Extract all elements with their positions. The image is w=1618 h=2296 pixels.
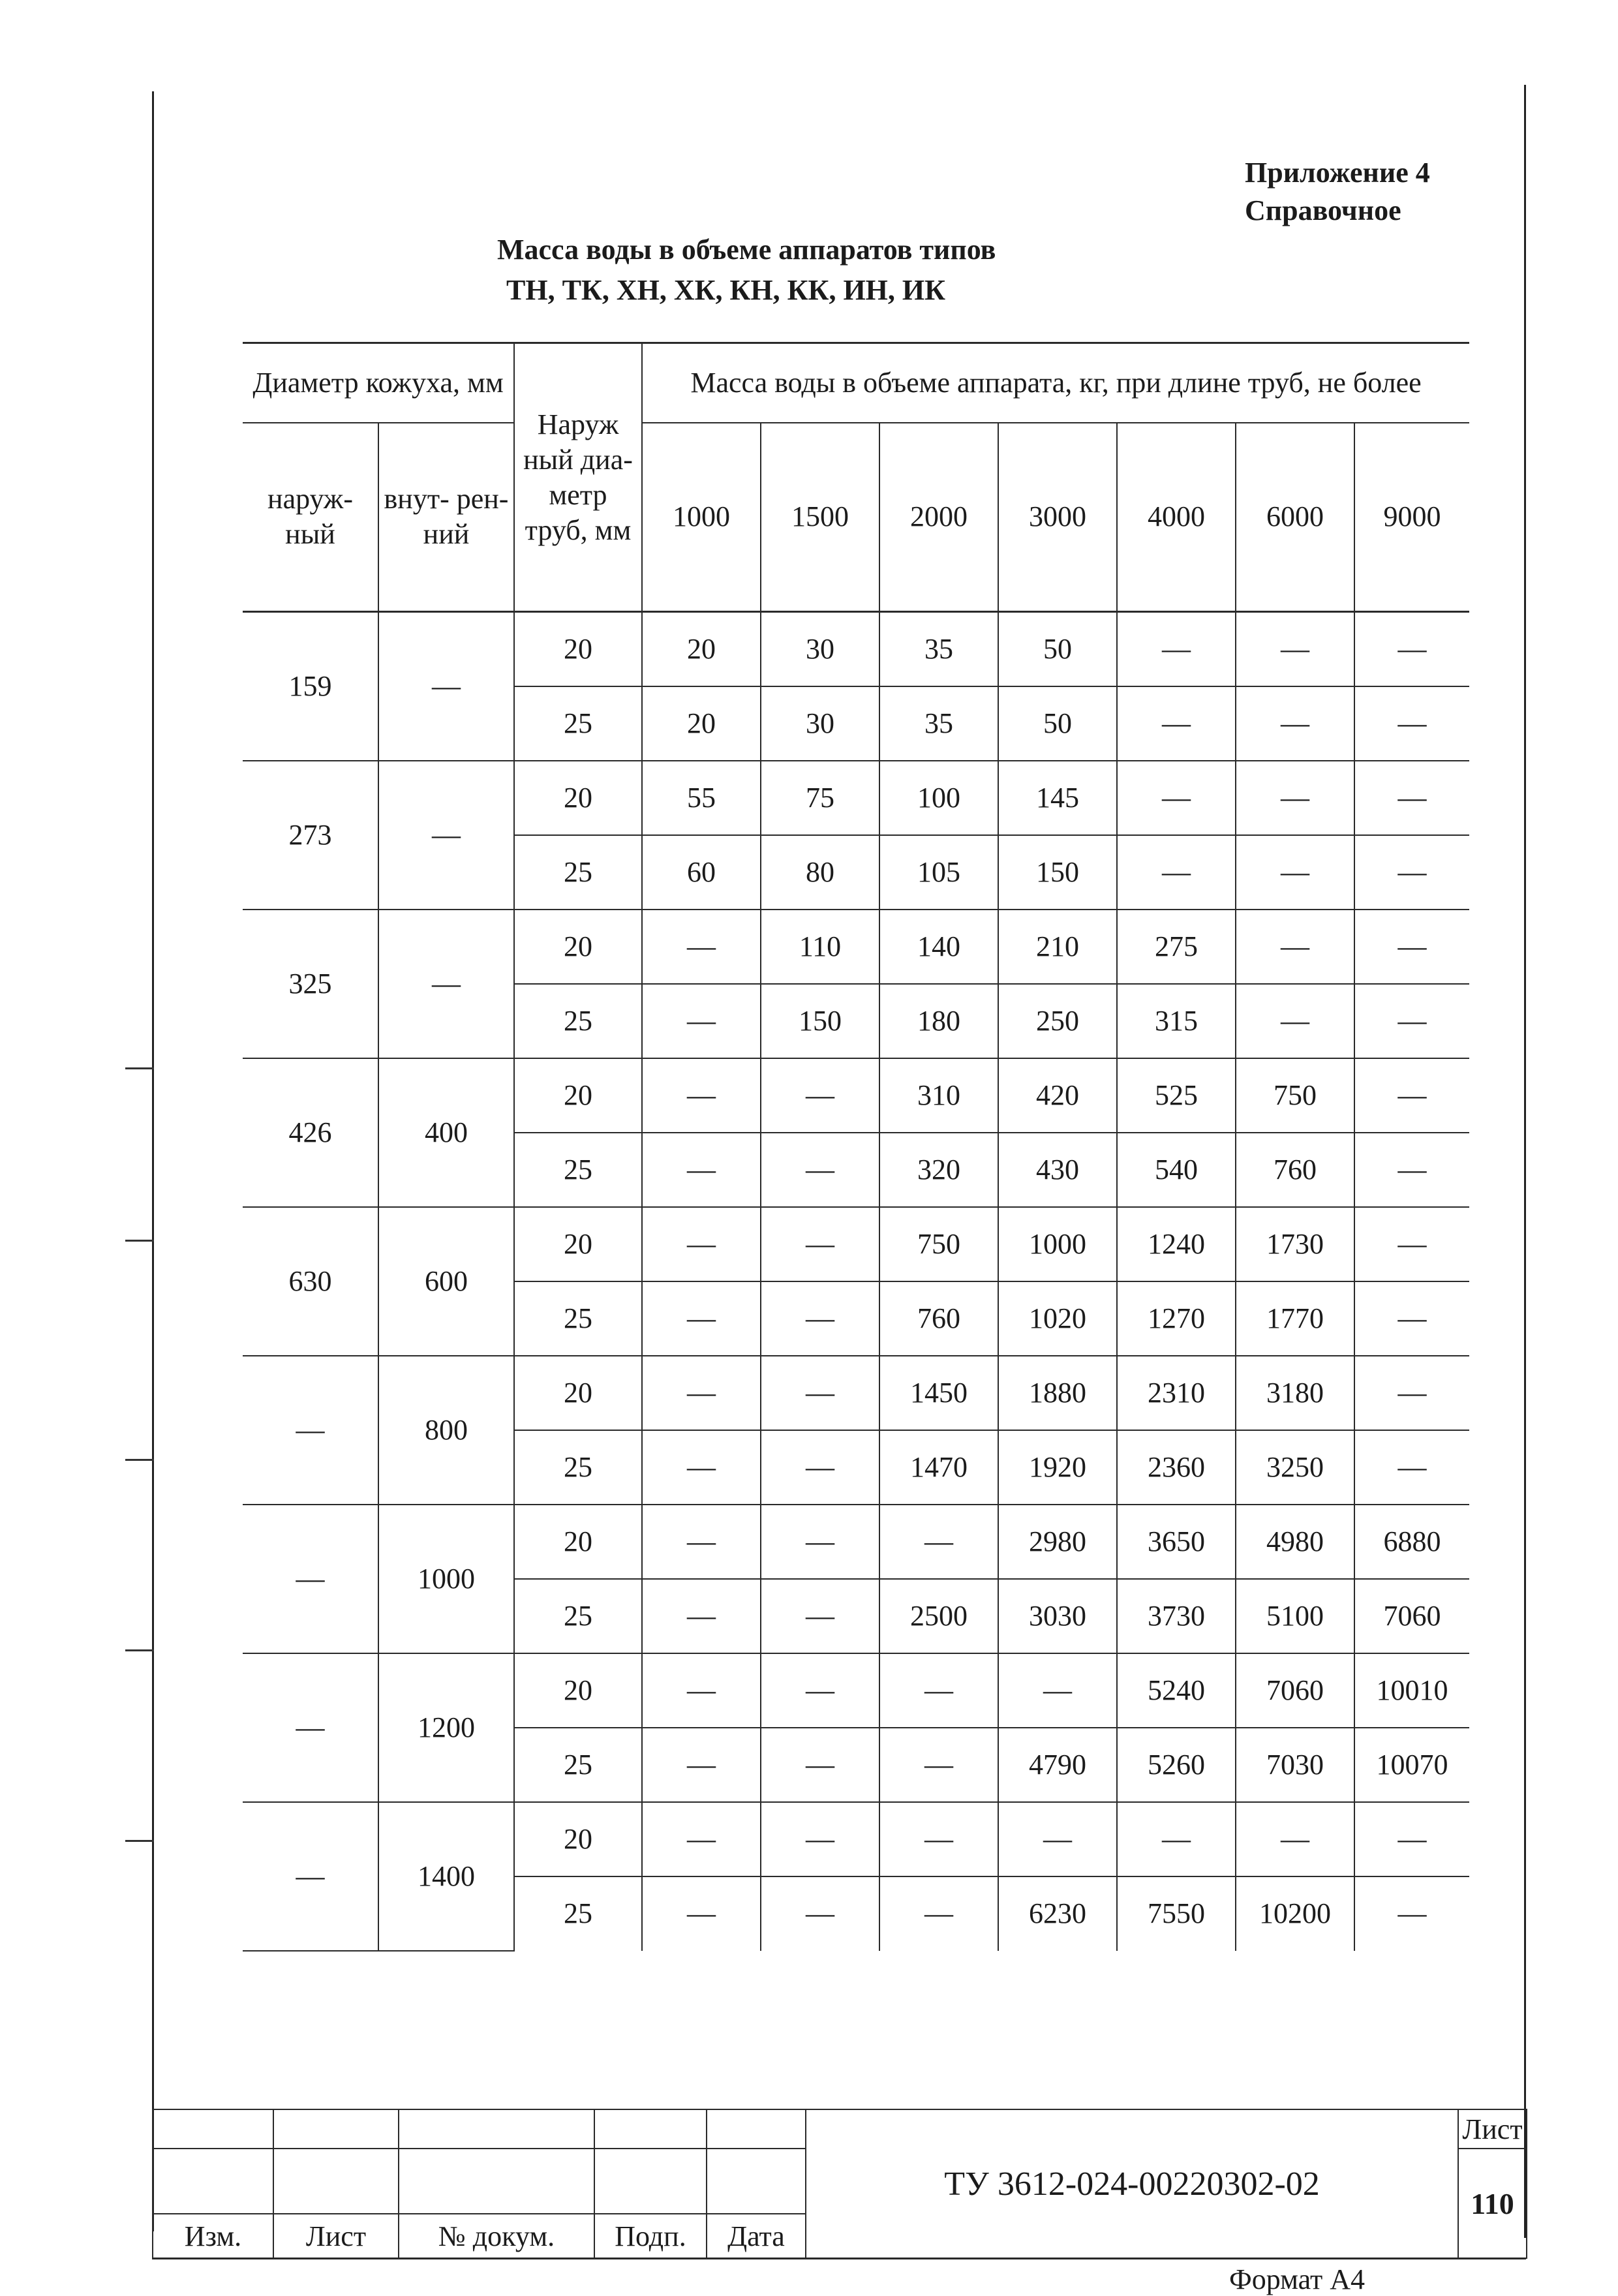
water-mass-value: 750 xyxy=(1236,1058,1354,1133)
water-mass-value: — xyxy=(1236,761,1354,835)
appendix-type: Справочное xyxy=(1245,194,1401,226)
shell-inner-diameter: — xyxy=(378,761,514,910)
tube-outer-diameter: 25 xyxy=(514,1430,642,1505)
water-mass-value: — xyxy=(761,1653,879,1728)
header-tube-length: 6000 xyxy=(1236,423,1354,612)
binding-edge-mark xyxy=(125,1240,154,1242)
water-mass-value: 10200 xyxy=(1236,1876,1354,1951)
table-row xyxy=(243,1802,1469,1876)
water-mass-value: — xyxy=(761,1505,879,1579)
stamp-cell xyxy=(273,2109,399,2149)
water-mass-value: 180 xyxy=(879,984,998,1058)
water-mass-value: — xyxy=(1117,761,1236,835)
water-mass-value: 10070 xyxy=(1354,1728,1469,1802)
water-mass-value: — xyxy=(1117,686,1236,761)
shell-outer-diameter: 273 xyxy=(243,761,378,910)
title-line-1: Масса воды в объеме аппаратов типов xyxy=(497,234,996,266)
water-mass-value: 540 xyxy=(1117,1133,1236,1207)
shell-inner-diameter: 1000 xyxy=(378,1505,514,1653)
water-mass-value: — xyxy=(1354,1133,1469,1207)
header-tube-length: 2000 xyxy=(879,423,998,612)
tube-outer-diameter: 20 xyxy=(514,761,642,835)
water-mass-value: 7060 xyxy=(1354,1579,1469,1653)
water-mass-value: — xyxy=(1354,761,1469,835)
paper-format: Формат А4 xyxy=(1229,2263,1366,2295)
stamp-izm: Изм. xyxy=(153,2214,273,2258)
water-mass-value: 5100 xyxy=(1236,1579,1354,1653)
header-tube-length: 9000 xyxy=(1354,423,1469,612)
water-mass-value: 210 xyxy=(998,910,1117,984)
water-mass-value: 3650 xyxy=(1117,1505,1236,1579)
water-mass-value: 7550 xyxy=(1117,1876,1236,1951)
water-mass-value: — xyxy=(642,1876,761,1951)
water-mass-value: — xyxy=(642,1579,761,1653)
table-row xyxy=(243,761,1469,835)
water-mass-value: — xyxy=(1354,1058,1469,1133)
water-mass-value: — xyxy=(1236,612,1354,686)
water-mass-value: — xyxy=(761,1281,879,1356)
water-mass-value: 2360 xyxy=(1117,1430,1236,1505)
header-tube-length: 3000 xyxy=(998,423,1117,612)
tube-outer-diameter: 25 xyxy=(514,1281,642,1356)
water-mass-value: — xyxy=(879,1505,998,1579)
title-line-2: ТН, ТК, ХН, ХК, КН, КК, ИН, ИК xyxy=(506,274,946,306)
water-mass-table xyxy=(243,342,1469,1952)
water-mass-value: 1000 xyxy=(998,1207,1117,1281)
document-code: ТУ 3612-024-00220302-02 xyxy=(806,2109,1458,2258)
header-shell-diameter: Диаметр кожуха, мм xyxy=(243,343,514,423)
water-mass-value: 4980 xyxy=(1236,1505,1354,1579)
stamp-cell xyxy=(707,2109,806,2149)
shell-inner-diameter: 400 xyxy=(378,1058,514,1207)
water-mass-value: 110 xyxy=(761,910,879,984)
water-mass-value: 3180 xyxy=(1236,1356,1354,1430)
binding-edge-mark xyxy=(125,1649,154,1651)
water-mass-value: — xyxy=(998,1653,1117,1728)
shell-inner-diameter: 600 xyxy=(378,1207,514,1356)
table-row xyxy=(243,1653,1469,1728)
water-mass-value: 760 xyxy=(1236,1133,1354,1207)
stamp-cell xyxy=(399,2149,594,2214)
tube-outer-diameter: 20 xyxy=(514,1802,642,1876)
tube-outer-diameter: 25 xyxy=(514,1728,642,1802)
water-mass-value: — xyxy=(761,1356,879,1430)
water-mass-value: 3730 xyxy=(1117,1579,1236,1653)
water-mass-value: — xyxy=(1354,1802,1469,1876)
binding-edge-mark xyxy=(125,1459,154,1461)
water-mass-value: 35 xyxy=(879,612,998,686)
water-mass-value: 30 xyxy=(761,612,879,686)
water-mass-value: — xyxy=(761,1133,879,1207)
water-mass-value: — xyxy=(1117,1802,1236,1876)
water-mass-value: 1470 xyxy=(879,1430,998,1505)
water-mass-value: 2310 xyxy=(1117,1356,1236,1430)
water-mass-value: — xyxy=(1354,910,1469,984)
shell-outer-diameter: 426 xyxy=(243,1058,378,1207)
water-mass-value: 1880 xyxy=(998,1356,1117,1430)
water-mass-value: — xyxy=(1236,1802,1354,1876)
water-mass-value: 750 xyxy=(879,1207,998,1281)
water-mass-value: — xyxy=(642,1133,761,1207)
water-mass-value: 1770 xyxy=(1236,1281,1354,1356)
water-mass-value: 250 xyxy=(998,984,1117,1058)
water-mass-value: 6230 xyxy=(998,1876,1117,1951)
water-mass-value: 4790 xyxy=(998,1728,1117,1802)
header-tube-length: 4000 xyxy=(1117,423,1236,612)
water-mass-value: 35 xyxy=(879,686,998,761)
water-mass-value: — xyxy=(1236,686,1354,761)
water-mass-value: 3030 xyxy=(998,1579,1117,1653)
stamp-list: Лист xyxy=(273,2214,399,2258)
water-mass-value: 145 xyxy=(998,761,1117,835)
water-mass-value: — xyxy=(879,1728,998,1802)
water-mass-value: — xyxy=(642,1058,761,1133)
shell-outer-diameter: 159 xyxy=(243,612,378,761)
water-mass-value: — xyxy=(761,1728,879,1802)
water-mass-value: 20 xyxy=(642,612,761,686)
water-mass-value: 3250 xyxy=(1236,1430,1354,1505)
header-tube-diameter: Наруж ный диа- метр труб, мм xyxy=(514,343,642,612)
stamp-cell xyxy=(273,2149,399,2214)
water-mass-value: 760 xyxy=(879,1281,998,1356)
water-mass-value: 525 xyxy=(1117,1058,1236,1133)
table-row xyxy=(243,1356,1469,1430)
binding-edge-mark xyxy=(125,1067,154,1069)
tube-outer-diameter: 25 xyxy=(514,984,642,1058)
shell-outer-diameter: 630 xyxy=(243,1207,378,1356)
appendix-number: Приложение 4 xyxy=(1245,157,1430,189)
water-mass-value: 60 xyxy=(642,835,761,910)
table-row xyxy=(243,1058,1469,1133)
page-title xyxy=(497,230,996,311)
water-mass-value: 150 xyxy=(761,984,879,1058)
water-mass-value: 1020 xyxy=(998,1281,1117,1356)
stamp-signature: Подп. xyxy=(594,2214,707,2258)
header-water-mass: Масса воды в объеме аппарата, кг, при длине труб, не более xyxy=(642,343,1469,423)
frame-left-border xyxy=(152,91,154,2231)
water-mass-value: — xyxy=(879,1653,998,1728)
water-mass-value: — xyxy=(1354,686,1469,761)
tube-outer-diameter: 25 xyxy=(514,1579,642,1653)
water-mass-value: — xyxy=(761,1207,879,1281)
water-mass-value: — xyxy=(761,1876,879,1951)
table-row xyxy=(243,612,1469,686)
sheet-label: Лист xyxy=(1458,2109,1527,2149)
water-mass-value: 7030 xyxy=(1236,1728,1354,1802)
tube-outer-diameter: 20 xyxy=(514,1207,642,1281)
shell-inner-diameter: — xyxy=(378,612,514,761)
shell-outer-diameter: — xyxy=(243,1505,378,1653)
water-mass-value: — xyxy=(761,1802,879,1876)
water-mass-value: 315 xyxy=(1117,984,1236,1058)
stamp-cell xyxy=(707,2149,806,2214)
header-tube-length: 1000 xyxy=(642,423,761,612)
water-mass-value: 430 xyxy=(998,1133,1117,1207)
water-mass-value: 6880 xyxy=(1354,1505,1469,1579)
water-mass-value: 420 xyxy=(998,1058,1117,1133)
tube-outer-diameter: 20 xyxy=(514,1505,642,1579)
binding-edge-mark xyxy=(125,1840,154,1842)
water-mass-value: 140 xyxy=(879,910,998,984)
water-mass-value: 50 xyxy=(998,686,1117,761)
tube-outer-diameter: 25 xyxy=(514,835,642,910)
tube-outer-diameter: 25 xyxy=(514,686,642,761)
tube-outer-diameter: 20 xyxy=(514,612,642,686)
water-mass-value: 55 xyxy=(642,761,761,835)
water-mass-value: 80 xyxy=(761,835,879,910)
water-mass-value: 30 xyxy=(761,686,879,761)
water-mass-value: — xyxy=(998,1802,1117,1876)
tube-outer-diameter: 20 xyxy=(514,1653,642,1728)
stamp-cell xyxy=(153,2109,273,2149)
water-mass-value: — xyxy=(761,1058,879,1133)
water-mass-value: — xyxy=(1354,1281,1469,1356)
water-mass-value: 7060 xyxy=(1236,1653,1354,1728)
shell-inner-diameter: 1400 xyxy=(378,1802,514,1951)
water-mass-value: 105 xyxy=(879,835,998,910)
water-mass-value: — xyxy=(1354,1876,1469,1951)
water-mass-value: — xyxy=(642,1653,761,1728)
water-mass-value: 275 xyxy=(1117,910,1236,984)
water-mass-value: 5240 xyxy=(1117,1653,1236,1728)
tube-outer-diameter: 20 xyxy=(514,910,642,984)
shell-inner-diameter: 800 xyxy=(378,1356,514,1505)
water-mass-value: — xyxy=(642,1207,761,1281)
water-mass-value: 1240 xyxy=(1117,1207,1236,1281)
water-mass-value: — xyxy=(642,910,761,984)
water-mass-value: 100 xyxy=(879,761,998,835)
appendix-label xyxy=(1245,154,1430,230)
water-mass-value: — xyxy=(1117,835,1236,910)
water-mass-value: 1920 xyxy=(998,1430,1117,1505)
water-mass-value: — xyxy=(879,1876,998,1951)
sheet-number: 110 xyxy=(1458,2149,1527,2258)
water-mass-value: 2500 xyxy=(879,1579,998,1653)
water-mass-value: 10010 xyxy=(1354,1653,1469,1728)
title-block xyxy=(152,2109,1527,2259)
water-mass-value: — xyxy=(761,1579,879,1653)
water-mass-value: — xyxy=(1354,984,1469,1058)
shell-outer-diameter: 325 xyxy=(243,910,378,1058)
water-mass-value: 5260 xyxy=(1117,1728,1236,1802)
water-mass-value: 1270 xyxy=(1117,1281,1236,1356)
stamp-cell xyxy=(399,2109,594,2149)
header-outer-diameter: наруж- ный xyxy=(243,423,378,612)
water-mass-value: — xyxy=(1354,612,1469,686)
shell-outer-diameter: — xyxy=(243,1802,378,1951)
water-mass-value: 1730 xyxy=(1236,1207,1354,1281)
water-mass-value: — xyxy=(1236,910,1354,984)
shell-inner-diameter: 1200 xyxy=(378,1653,514,1802)
water-mass-value: 1450 xyxy=(879,1356,998,1430)
stamp-cell xyxy=(594,2149,707,2214)
water-mass-value: — xyxy=(642,984,761,1058)
shell-outer-diameter: — xyxy=(243,1653,378,1802)
stamp-date: Дата xyxy=(707,2214,806,2258)
water-mass-value: 75 xyxy=(761,761,879,835)
water-mass-value: — xyxy=(1117,612,1236,686)
water-mass-value: — xyxy=(1354,835,1469,910)
water-mass-value: — xyxy=(642,1430,761,1505)
water-mass-value: — xyxy=(761,1430,879,1505)
water-mass-value: — xyxy=(879,1802,998,1876)
water-mass-value: — xyxy=(642,1356,761,1430)
water-mass-value: — xyxy=(1354,1207,1469,1281)
water-mass-value: 20 xyxy=(642,686,761,761)
shell-outer-diameter: — xyxy=(243,1356,378,1505)
water-mass-value: — xyxy=(1236,835,1354,910)
stamp-cell xyxy=(153,2149,273,2214)
header-inner-diameter: внут- рен- ний xyxy=(378,423,514,612)
stamp-cell xyxy=(594,2109,707,2149)
frame-right-border xyxy=(1524,85,1526,2238)
header-tube-length: 1500 xyxy=(761,423,879,612)
water-mass-value: 310 xyxy=(879,1058,998,1133)
water-mass-value: — xyxy=(1354,1356,1469,1430)
tube-outer-diameter: 20 xyxy=(514,1058,642,1133)
shell-inner-diameter: — xyxy=(378,910,514,1058)
water-mass-value: — xyxy=(642,1728,761,1802)
tube-outer-diameter: 20 xyxy=(514,1356,642,1430)
table-row xyxy=(243,1505,1469,1579)
tube-outer-diameter: 25 xyxy=(514,1876,642,1951)
water-mass-value: 50 xyxy=(998,612,1117,686)
water-mass-value: — xyxy=(642,1802,761,1876)
water-mass-value: — xyxy=(642,1281,761,1356)
stamp-document-number: № докум. xyxy=(399,2214,594,2258)
tube-outer-diameter: 25 xyxy=(514,1133,642,1207)
water-mass-value: 320 xyxy=(879,1133,998,1207)
water-mass-value: 150 xyxy=(998,835,1117,910)
water-mass-value: — xyxy=(642,1505,761,1579)
water-mass-value: — xyxy=(1236,984,1354,1058)
table-row xyxy=(243,910,1469,984)
water-mass-value: — xyxy=(1354,1430,1469,1505)
table-row xyxy=(243,1207,1469,1281)
water-mass-value: 2980 xyxy=(998,1505,1117,1579)
